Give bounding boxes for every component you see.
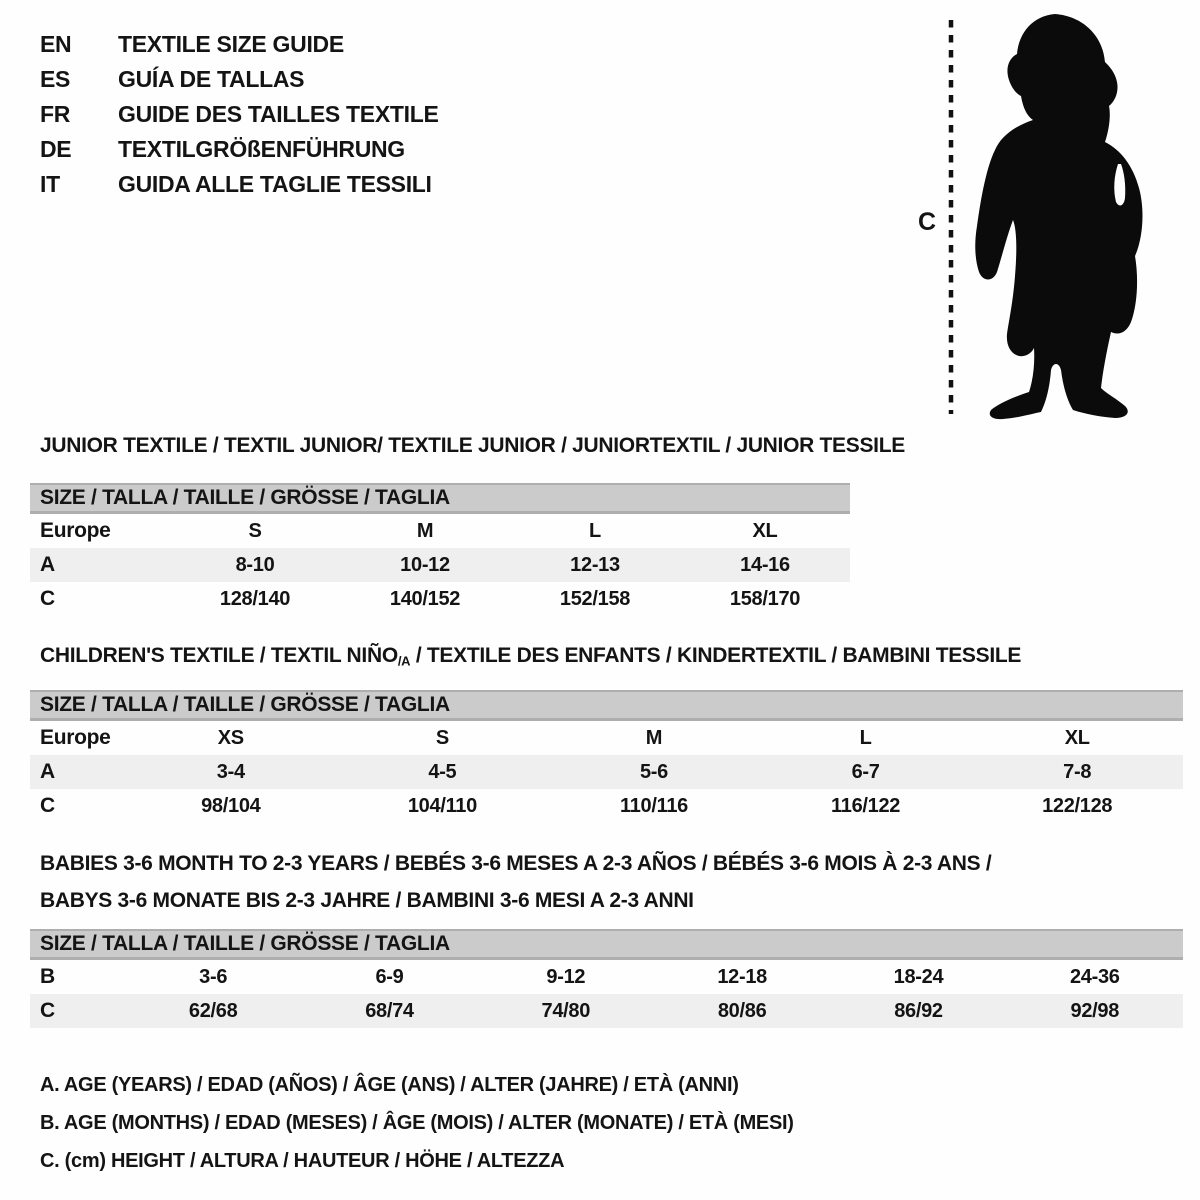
- table-cell: L: [859, 726, 872, 749]
- language-code: DE: [40, 136, 72, 162]
- table-cell: XL: [1064, 726, 1090, 749]
- table-header-label: SIZE / TALLA / TAILLE / GRÖSSE / TAGLIA: [40, 693, 450, 716]
- junior-section-title-text: JUNIOR TEXTILE / TEXTIL JUNIOR/ TEXTILE JUNIOR / JUNIORTEXTIL / JUNIOR TESSILE: [40, 434, 905, 457]
- table-cell: 68/74: [365, 999, 414, 1022]
- table-header-label: SIZE / TALLA / TAILLE / GRÖSSE / TAGLIA: [40, 486, 450, 509]
- babies-title-line-2: BABYS 3-6 MONATE BIS 2-3 JAHRE / BAMBINI 3-6 MESI A 2-3 ANNI: [40, 889, 694, 912]
- language-code: ES: [40, 66, 71, 92]
- legend-line-a: A. AGE (YEARS) / EDAD (AÑOS) / ÂGE (ANS) / ALTER (JAHRE) / ETÀ (ANNI): [40, 1074, 739, 1096]
- table-cell: L: [589, 519, 601, 542]
- language-title: GUIDE DES TAILLES TEXTILE: [118, 101, 439, 127]
- table-cell: 128/140: [219, 587, 291, 610]
- row-label: A: [40, 760, 55, 783]
- table-cell: M: [416, 519, 434, 542]
- table-cell: 152/158: [559, 587, 631, 610]
- language-header: [40, 27, 439, 202]
- legend-line-c: C. (cm) HEIGHT / ALTURA / HAUTEUR / HÖHE / ALTEZZA: [40, 1150, 565, 1172]
- table-cell: XL: [752, 519, 778, 542]
- table-row: [30, 721, 1183, 755]
- language-title: TEXTILGRÖßENFÜHRUNG: [118, 136, 405, 162]
- junior-size-table: [30, 483, 850, 616]
- language-row: [40, 167, 439, 202]
- table-cell: 8-10: [235, 553, 275, 576]
- language-title: TEXTILE SIZE GUIDE: [118, 31, 344, 57]
- table-row: [30, 514, 850, 548]
- table-cell: 86/92: [894, 999, 943, 1022]
- row-label: C: [40, 587, 55, 610]
- children-title-subscript: /A: [397, 653, 411, 669]
- row-label: C: [40, 794, 55, 817]
- table-cell: 3-6: [199, 965, 228, 988]
- table-cell: XS: [217, 726, 244, 749]
- table-cell: 158/170: [729, 587, 801, 610]
- table-cell: 9-12: [546, 965, 586, 988]
- row-label: B: [40, 965, 55, 988]
- table-cell: 24-36: [1069, 965, 1120, 988]
- table-cell: 7-8: [1063, 760, 1092, 783]
- legend-line-b: B. AGE (MONTHS) / EDAD (MESES) / ÂGE (MOIS) / ALTER (MONATE) / ETÀ (MESI): [40, 1112, 794, 1134]
- children-title-suffix: / TEXTILE DES ENFANTS / KINDERTEXTIL / BAMBINI TESSILE: [410, 644, 1022, 667]
- table-cell: 14-16: [740, 553, 790, 576]
- table-header: [30, 929, 1183, 960]
- table-row: [30, 755, 1183, 789]
- table-cell: 4-5: [428, 760, 457, 783]
- language-title: GUIDA ALLE TAGLIE TESSILI: [118, 171, 432, 197]
- table-row: [30, 789, 1183, 823]
- table-row: [30, 994, 1183, 1028]
- table-cell: 116/122: [831, 794, 901, 817]
- table-header-label: SIZE / TALLA / TAILLE / GRÖSSE / TAGLIA: [40, 932, 450, 955]
- children-size-table: [30, 690, 1183, 823]
- language-row: [40, 27, 439, 62]
- language-row: [40, 62, 439, 97]
- height-measure-figure: [880, 6, 1192, 422]
- table-cell: 122/128: [1042, 794, 1113, 817]
- toddler-silhouette: [975, 14, 1142, 419]
- table-cell: 98/104: [201, 794, 261, 817]
- row-label: A: [40, 553, 55, 576]
- height-measure-label: C: [918, 208, 936, 236]
- babies-size-table: [30, 929, 1183, 1028]
- row-label: Europe: [40, 519, 111, 542]
- table-cell: S: [435, 726, 449, 749]
- table-row: [30, 960, 1183, 994]
- table-cell: 140/152: [389, 587, 461, 610]
- table-cell: 12-18: [717, 965, 767, 988]
- table-cell: 80/86: [717, 999, 767, 1022]
- junior-section-title: [40, 434, 905, 458]
- table-cell: 12-13: [570, 553, 620, 576]
- table-cell: 5-6: [639, 760, 668, 783]
- row-label: Europe: [40, 726, 111, 749]
- table-cell: S: [248, 519, 262, 542]
- table-cell: 3-4: [216, 760, 245, 783]
- table-cell: M: [645, 726, 663, 749]
- babies-title-line-1: BABIES 3-6 MONTH TO 2-3 YEARS / BEBÉS 3-6 MESES A 2-3 AÑOS / BÉBÉS 3-6 MOIS À 2-3 ANS /: [40, 852, 992, 875]
- table-header: [30, 483, 850, 514]
- children-section-title: [40, 644, 1021, 669]
- table-cell: 110/116: [619, 794, 688, 817]
- table-row: [30, 548, 850, 582]
- table-cell: 6-7: [851, 760, 880, 783]
- table-cell: 10-12: [400, 553, 450, 576]
- babies-section-title: [40, 845, 991, 919]
- table-cell: 18-24: [893, 965, 944, 988]
- row-label: C: [40, 999, 55, 1022]
- children-title-prefix: CHILDREN'S TEXTILE / TEXTIL NIÑO: [40, 644, 398, 667]
- legend: [40, 1066, 794, 1180]
- language-code: FR: [40, 101, 71, 127]
- language-row: [40, 132, 439, 167]
- table-cell: 74/80: [541, 999, 591, 1022]
- table-cell: 104/110: [407, 794, 477, 817]
- language-row: [40, 97, 439, 132]
- language-code: EN: [40, 31, 72, 57]
- toddler-figure-svg: [880, 6, 1192, 422]
- table-header: [30, 690, 1183, 721]
- table-cell: 6-9: [375, 965, 404, 988]
- language-code: IT: [40, 171, 60, 197]
- table-cell: 92/98: [1070, 999, 1120, 1022]
- table-cell: 62/68: [188, 999, 238, 1022]
- table-row: [30, 582, 850, 616]
- language-title: GUÍA DE TALLAS: [118, 66, 305, 92]
